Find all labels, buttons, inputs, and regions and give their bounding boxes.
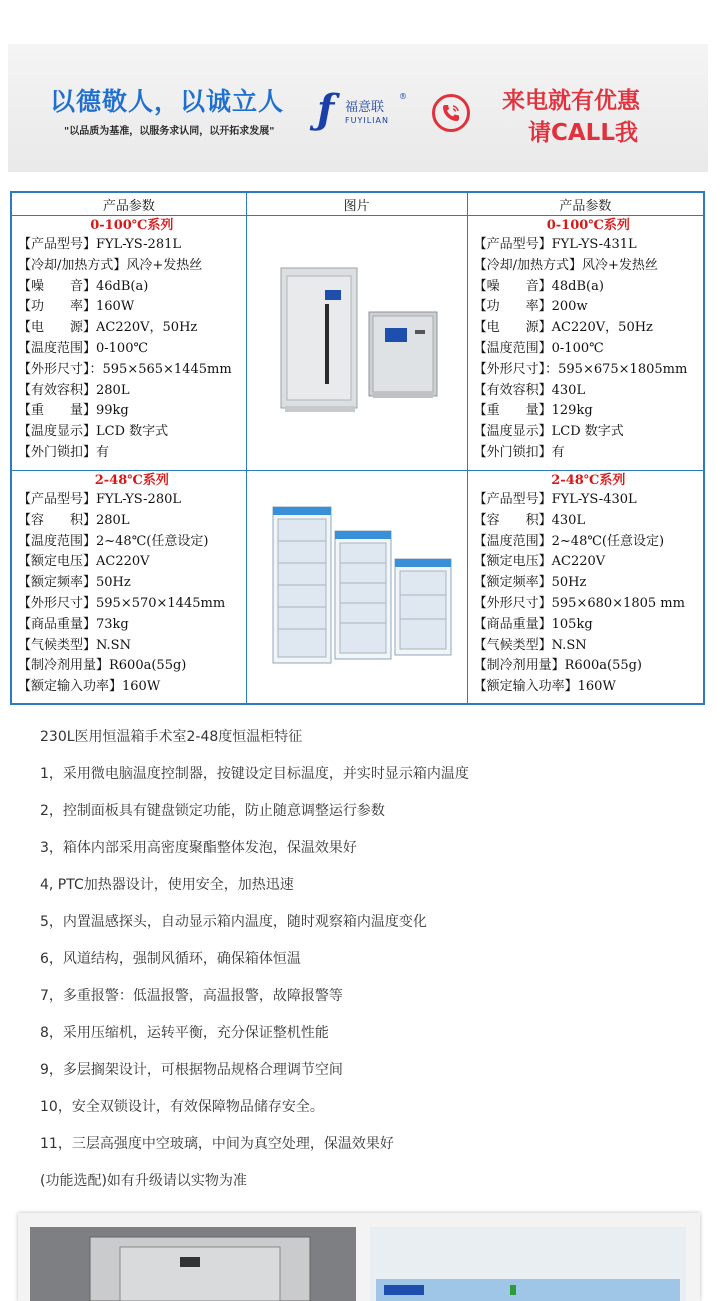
feature-item: 7，多重报警：低温报警，高温报警，故障报警等 [40, 988, 343, 1004]
feature-item: 6，风道结构，强制风循环，确保箱体恒温 [40, 951, 301, 967]
spec-cell-280l [11, 471, 246, 705]
spec-row: 【外形尺寸】：595×565×1445mm [18, 361, 232, 377]
product-photo-right [370, 1227, 686, 1301]
spec-row: 【电 源】AC220V，50Hz [18, 320, 198, 336]
spec-row: 【产品型号】FYL-YS-431L [473, 237, 637, 252]
refrigerator-illustration [253, 471, 467, 699]
spec-row: 【气候类型】N.SN [473, 637, 587, 653]
feature-item: 9，多层搁架设计，可根据物品规格合理调节空间 [40, 1062, 343, 1078]
feature-item: 10，安全双锁设计，有效保障物品储存安全。 [40, 1099, 324, 1115]
spec-row: 【冷却/加热方式】风冷+发热丝 [473, 257, 658, 273]
spec-row: 【电 源】AC220V，50Hz [473, 320, 653, 336]
feature-item: 2，控制面板具有键盘锁定功能，防止随意调整运行参数 [40, 803, 385, 819]
product-spec-table [10, 191, 705, 705]
promo-banner [8, 44, 708, 172]
spec-row: 【产品型号】FYL-YS-430L [473, 492, 637, 507]
header-params-left: 产品参数 [11, 192, 246, 216]
header-image: 图片 [246, 192, 467, 216]
spec-row: 【重 量】129kg [473, 403, 593, 419]
feature-item: 4, PTC加热器设计，使用安全，加热迅速 [40, 877, 294, 893]
spec-row: 【外门锁扣】有 [473, 444, 565, 460]
spec-row: 【容 积】430L [473, 512, 586, 528]
spec-row: 【外形尺寸】595×680×1805 mm [473, 595, 685, 611]
spec-row: 【制冷剂用量】R600a(55g) [18, 658, 187, 674]
feature-item: 11，三层高强度中空玻璃，中间为真空处理，保温效果好 [40, 1136, 394, 1152]
spec-row: 【功 率】200w [473, 299, 588, 315]
spec-row: 【额定电压】AC220V [18, 554, 150, 570]
spec-row: 【额定输入功率】160W [473, 679, 616, 695]
product-photo-strip [18, 1213, 700, 1301]
incubator-photo-cell [246, 216, 467, 471]
spec-row: 【产品型号】FYL-YS-281L [18, 237, 182, 252]
spec-row: 【温度范围】0-100℃ [18, 340, 149, 356]
spec-row: 【容 积】280L [18, 512, 130, 528]
fuyilian-logo [311, 88, 411, 136]
refrigerator-photo-cell [246, 471, 467, 705]
spec-row: 【商品重量】105kg [473, 616, 593, 632]
spec-row: 【额定频率】50Hz [473, 575, 587, 591]
spec-row: 【重 量】99kg [18, 403, 129, 419]
spec-cell-281l [11, 216, 246, 471]
spec-row: 【温度范围】2~48℃(任意设定) [473, 533, 665, 549]
spec-row: 【额定电压】AC220V [473, 554, 606, 570]
logo-name-cn: 福意联 [345, 100, 385, 115]
series-title: 2-48℃系列 [551, 473, 626, 488]
spec-row: 【温度范围】2~48℃(任意设定) [18, 533, 209, 549]
spec-row: 【有效容积】280L [18, 382, 130, 398]
series-title: 0-100℃系列 [546, 218, 630, 233]
spec-row: 【冷却/加热方式】风冷+发热丝 [18, 257, 203, 273]
feature-note: (功能选配)如有升级请以实物为准 [40, 1173, 247, 1189]
feature-item: 5，内置温感探头，自动显示箱内温度，随时观察箱内温度变化 [40, 914, 427, 930]
spec-row: 【噪 音】46dB(a) [18, 278, 149, 294]
banner-subtitle: "以品质为基准，以服务求认同，以开拓求发展" [64, 126, 275, 137]
spec-row: 【产品型号】FYL-YS-280L [18, 492, 182, 507]
spec-row: 【外门锁扣】有 [18, 444, 110, 460]
logo-name-en: FUYILIAN [345, 116, 389, 125]
spec-cell-431l [467, 216, 704, 471]
spec-row: 【额定频率】50Hz [18, 575, 131, 591]
feature-item: 3，箱体内部采用高密度聚酯整体发泡，保温效果好 [40, 840, 357, 856]
spec-cell-430l [467, 471, 704, 705]
banner-slogan: 以德敬人，以诚立人 [50, 87, 285, 116]
product-photo-left [30, 1227, 356, 1301]
spec-row: 【温度显示】LCD 数字式 [18, 424, 169, 440]
spec-row: 【温度显示】LCD 数字式 [473, 424, 624, 440]
spec-row: 【商品重量】73kg [18, 616, 129, 632]
spec-row: 【外形尺寸】595×570×1445mm [18, 595, 226, 611]
series-title: 0-100℃系列 [90, 218, 174, 233]
spec-row: 【制冷剂用量】R600a(55g) [473, 658, 642, 674]
spec-row: 【额定输入功率】160W [18, 679, 161, 695]
logo-mark-icon: ƒ [317, 86, 335, 133]
feature-item: 1，采用微电脑温度控制器，按键设定目标温度，并实时显示箱内温度 [40, 766, 469, 782]
call-promo-line2: 请CALL我 [528, 120, 638, 146]
spec-row: 【功 率】160W [18, 299, 135, 315]
registered-mark: ® [399, 92, 407, 101]
feature-item: 8，采用压缩机，运转平衡，充分保证整机性能 [40, 1025, 329, 1041]
incubator-illustration [253, 216, 467, 466]
spec-row: 【有效容积】430L [473, 382, 586, 398]
spec-row: 【气候类型】N.SN [18, 637, 131, 653]
series-title: 2-48℃系列 [94, 473, 169, 488]
call-promo-line1: 来电就有优惠 [502, 88, 640, 114]
spec-row: 【噪 音】48dB(a) [473, 278, 604, 294]
header-params-right: 产品参数 [467, 192, 704, 216]
phone-icon [432, 94, 470, 132]
feature-title: 230L医用恒温箱手术室2-48度恒温柜特征 [40, 729, 303, 745]
spec-row: 【温度范围】0-100℃ [473, 340, 604, 356]
spec-row: 【外形尺寸】：595×675×1805mm [473, 361, 688, 377]
